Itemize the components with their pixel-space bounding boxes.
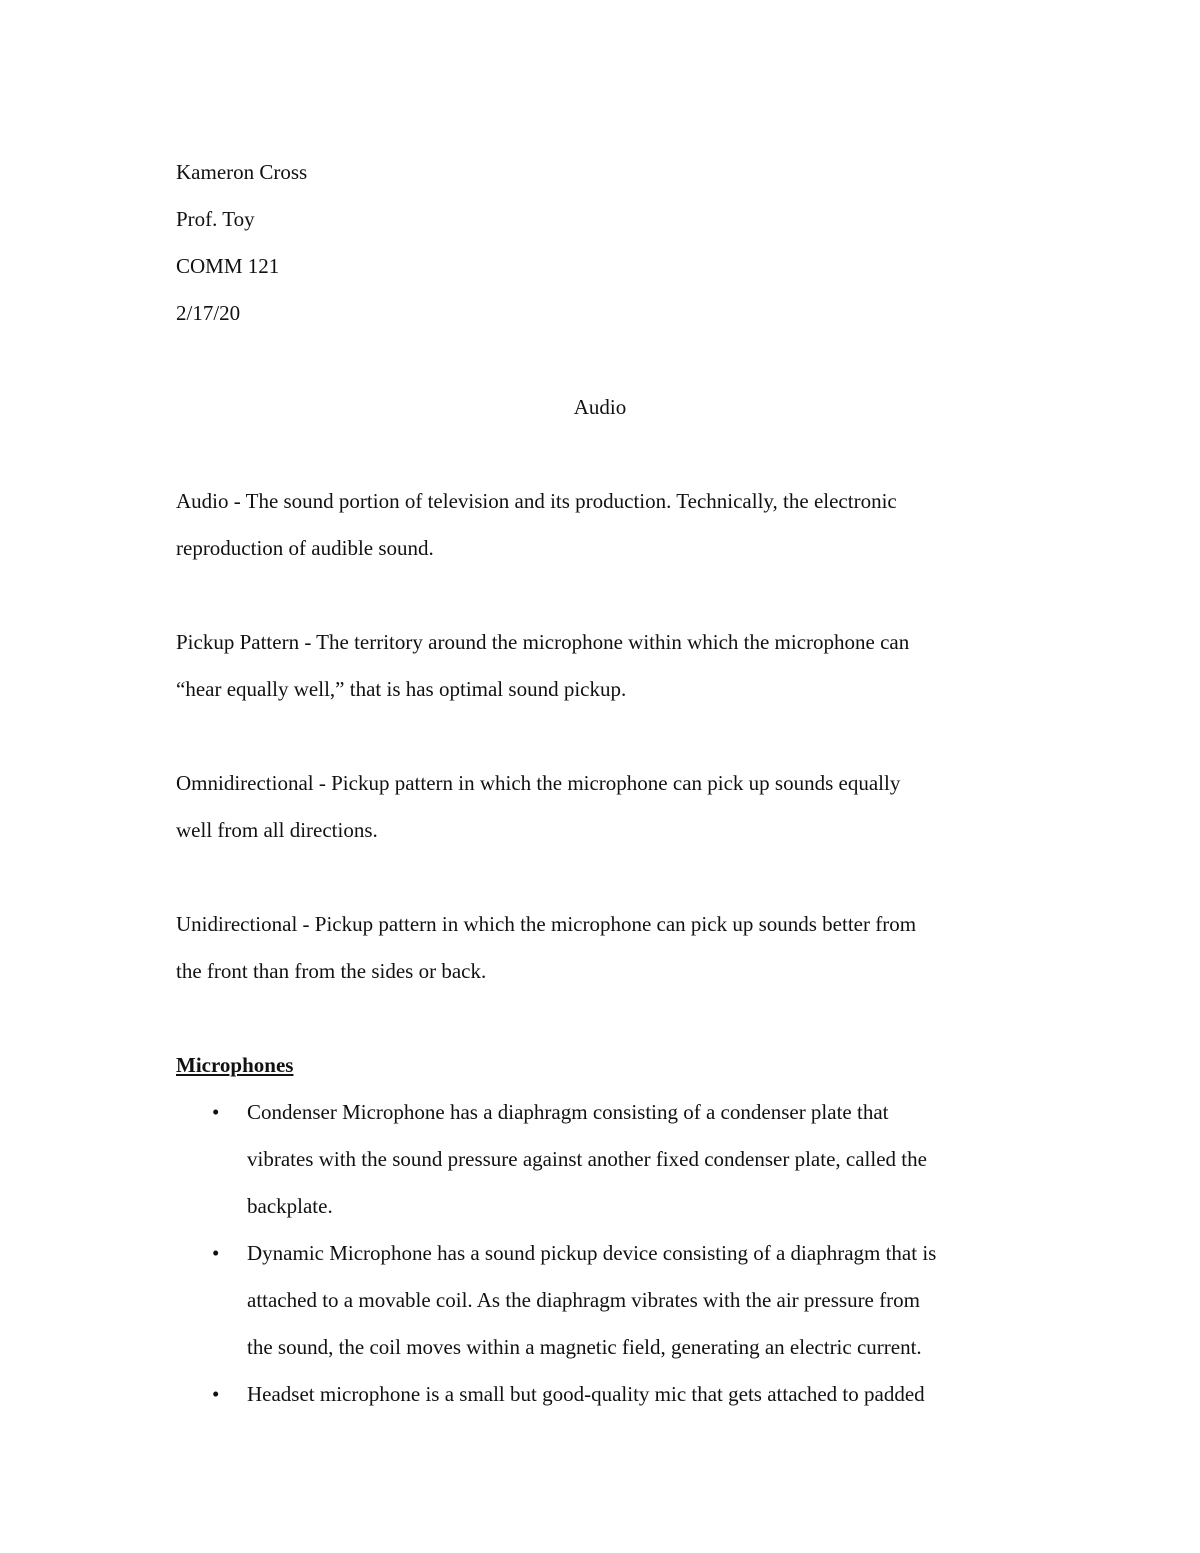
professor-name: Prof. Toy (176, 207, 255, 231)
author-name: Kameron Cross (176, 160, 308, 184)
definition-line: Pickup Pattern - The territory around the microphone within which the microphone can (176, 630, 910, 654)
definition-line: well from all directions. (176, 818, 378, 842)
list-item-line: vibrates with the sound pressure against another fixed condenser plate, called the (247, 1147, 927, 1171)
bullet-icon: • (212, 1241, 220, 1265)
list-item-line: Condenser Microphone has a diaphragm consisting of a condenser plate that (247, 1100, 889, 1124)
document-date: 2/17/20 (176, 301, 241, 325)
definition-line: reproduction of audible sound. (176, 536, 434, 560)
bullet-icon: • (212, 1382, 220, 1406)
definition-line: “hear equally well,” that is has optimal sound pickup. (176, 677, 627, 701)
definition-pickup-pattern (176, 628, 1026, 722)
list-item-dynamic (176, 1239, 1026, 1380)
spacer (176, 863, 1026, 910)
document-title: Audio (573, 395, 627, 419)
list-item-line: Headset microphone is a small but good-quality mic that gets attached to padded (247, 1382, 925, 1406)
definition-audio (176, 487, 1026, 581)
list-item-headset (176, 1380, 1026, 1427)
header-block (176, 158, 1026, 346)
definition-line: Omnidirectional - Pickup pattern in which the microphone can pick up sounds equally (176, 771, 901, 795)
list-item-condenser (176, 1098, 1026, 1239)
course-code: COMM 121 (176, 254, 280, 278)
spacer (176, 346, 1026, 393)
list-item-line: backplate. (247, 1194, 333, 1218)
definition-line: Unidirectional - Pickup pattern in which the microphone can pick up sounds better from (176, 912, 917, 936)
list-item-line: attached to a movable coil. As the diaphragm vibrates with the air pressure from (247, 1288, 920, 1312)
spacer (176, 581, 1026, 628)
spacer (176, 1004, 1026, 1051)
bullet-icon: • (212, 1100, 220, 1124)
spacer (176, 440, 1026, 487)
microphone-list (176, 1098, 1026, 1427)
section-heading-microphones: Microphones (176, 1053, 294, 1077)
list-item-line: the sound, the coil moves within a magnetic field, generating an electric current. (247, 1335, 922, 1359)
list-item-line: Dynamic Microphone has a sound pickup device consisting of a diaphragm that is (247, 1241, 937, 1265)
definition-omnidirectional (176, 769, 1026, 863)
definition-line: Audio - The sound portion of television and its production. Technically, the electronic (176, 489, 897, 513)
document-body (176, 158, 1026, 1427)
definition-unidirectional (176, 910, 1026, 1004)
spacer (176, 722, 1026, 769)
definition-line: the front than from the sides or back. (176, 959, 487, 983)
